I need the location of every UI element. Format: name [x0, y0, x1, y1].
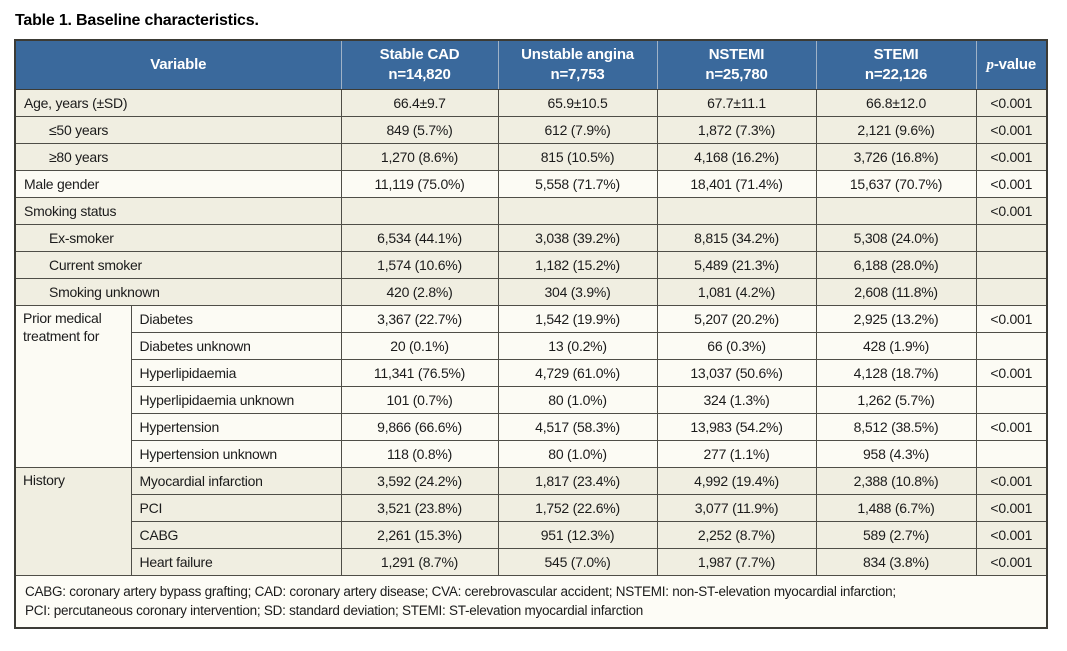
col-header-line1: NSTEMI	[708, 46, 765, 64]
data-cell: 3,367 (22.7%)	[341, 305, 498, 332]
baseline-characteristics-table	[14, 39, 1048, 629]
table-title: Table 1. Baseline characteristics.	[15, 12, 259, 29]
data-cell: 67.7±11.1	[657, 89, 816, 116]
data-cell: 9,866 (66.6%)	[341, 413, 498, 440]
header-row	[15, 40, 1047, 89]
table-row-hypertension	[15, 413, 1047, 440]
group-label-prior-medical: Prior medical treatment for	[15, 305, 131, 467]
row-label-cell: Male gender	[15, 170, 341, 197]
table-row-heart-failure	[15, 548, 1047, 575]
data-cell: 4,517 (58.3%)	[498, 413, 657, 440]
row-label-cell: Smoking unknown	[15, 278, 341, 305]
pvalue-cell: <0.001	[976, 116, 1047, 143]
data-cell: 3,521 (23.8%)	[341, 494, 498, 521]
data-cell: 15,637 (70.7%)	[816, 170, 976, 197]
table-row-age	[15, 89, 1047, 116]
data-cell: 545 (7.0%)	[498, 548, 657, 575]
table-row-ex-smoker	[15, 224, 1047, 251]
pvalue-cell: <0.001	[976, 359, 1047, 386]
data-cell: 1,817 (23.4%)	[498, 467, 657, 494]
data-cell: 6,188 (28.0%)	[816, 251, 976, 278]
row-label-cell: Smoking status	[15, 197, 341, 224]
data-cell: 1,182 (15.2%)	[498, 251, 657, 278]
data-cell: 420 (2.8%)	[341, 278, 498, 305]
data-cell: 3,038 (39.2%)	[498, 224, 657, 251]
data-cell: 13,037 (50.6%)	[657, 359, 816, 386]
col-header-line1: Unstable angina	[521, 46, 634, 64]
row-label-cell: Ex-smoker	[15, 224, 341, 251]
data-cell: 11,341 (76.5%)	[341, 359, 498, 386]
data-cell: 65.9±10.5	[498, 89, 657, 116]
row-label-cell: Hyperlipidaemia	[131, 359, 341, 386]
col-header-line2: n=7,753	[550, 65, 605, 83]
pvalue-cell	[976, 278, 1047, 305]
data-cell: 1,488 (6.7%)	[816, 494, 976, 521]
table-row-male-gender	[15, 170, 1047, 197]
data-cell: 324 (1.3%)	[657, 386, 816, 413]
data-cell: 3,077 (11.9%)	[657, 494, 816, 521]
data-cell	[816, 197, 976, 224]
row-label-cell: ≥80 years	[15, 143, 341, 170]
data-cell: 1,291 (8.7%)	[341, 548, 498, 575]
row-label-cell: Heart failure	[131, 548, 341, 575]
table-row-diabetes	[15, 305, 1047, 332]
data-cell: 834 (3.8%)	[816, 548, 976, 575]
data-cell: 66.4±9.7	[341, 89, 498, 116]
pvalue-cell: <0.001	[976, 89, 1047, 116]
data-cell	[657, 197, 816, 224]
data-cell: 958 (4.3%)	[816, 440, 976, 467]
data-cell: 849 (5.7%)	[341, 116, 498, 143]
data-cell: 5,489 (21.3%)	[657, 251, 816, 278]
pvalue-cell: <0.001	[976, 548, 1047, 575]
data-cell: 13 (0.2%)	[498, 332, 657, 359]
abbreviations-footnote	[15, 575, 1047, 628]
data-cell: 2,608 (11.8%)	[816, 278, 976, 305]
row-label-cell: CABG	[131, 521, 341, 548]
data-cell: 5,558 (71.7%)	[498, 170, 657, 197]
pvalue-cell: <0.001	[976, 170, 1047, 197]
pvalue-cell: <0.001	[976, 197, 1047, 224]
pvalue-cell: <0.001	[976, 494, 1047, 521]
data-cell: 612 (7.9%)	[498, 116, 657, 143]
table-row-current-smoker	[15, 251, 1047, 278]
data-cell: 66.8±12.0	[816, 89, 976, 116]
row-label-cell: Diabetes unknown	[131, 332, 341, 359]
data-cell: 589 (2.7%)	[816, 521, 976, 548]
data-cell: 1,270 (8.6%)	[341, 143, 498, 170]
pvalue-cell	[976, 251, 1047, 278]
data-cell: 3,726 (16.8%)	[816, 143, 976, 170]
col-header-stemi	[816, 40, 976, 89]
data-cell: 951 (12.3%)	[498, 521, 657, 548]
data-cell: 304 (3.9%)	[498, 278, 657, 305]
row-label-cell: Current smoker	[15, 251, 341, 278]
data-cell: 20 (0.1%)	[341, 332, 498, 359]
data-cell: 118 (0.8%)	[341, 440, 498, 467]
col-header-pvalue	[976, 40, 1047, 89]
data-cell: 2,252 (8.7%)	[657, 521, 816, 548]
pvalue-cell: <0.001	[976, 413, 1047, 440]
data-cell: 815 (10.5%)	[498, 143, 657, 170]
data-cell: 4,992 (19.4%)	[657, 467, 816, 494]
data-cell: 2,388 (10.8%)	[816, 467, 976, 494]
col-header-stable-cad	[341, 40, 498, 89]
data-cell: 80 (1.0%)	[498, 386, 657, 413]
footnote-row	[15, 575, 1047, 628]
data-cell: 1,081 (4.2%)	[657, 278, 816, 305]
row-label-cell: ≤50 years	[15, 116, 341, 143]
data-cell: 1,262 (5.7%)	[816, 386, 976, 413]
pvalue-cell: <0.001	[976, 521, 1047, 548]
data-cell: 3,592 (24.2%)	[341, 467, 498, 494]
col-header-variable: Variable	[15, 40, 341, 89]
table-row-hyperlipidaemia-unknown	[15, 386, 1047, 413]
data-cell: 18,401 (71.4%)	[657, 170, 816, 197]
pvalue-cell: <0.001	[976, 467, 1047, 494]
data-cell: 4,729 (61.0%)	[498, 359, 657, 386]
table-row-diabetes-unknown	[15, 332, 1047, 359]
data-cell: 1,574 (10.6%)	[341, 251, 498, 278]
col-header-line1: STEMI	[873, 46, 919, 64]
data-cell: 2,261 (15.3%)	[341, 521, 498, 548]
data-cell	[498, 197, 657, 224]
col-header-nstemi	[657, 40, 816, 89]
table-row-cabg	[15, 521, 1047, 548]
data-cell: 8,512 (38.5%)	[816, 413, 976, 440]
data-cell: 4,168 (16.2%)	[657, 143, 816, 170]
data-cell: 11,119 (75.0%)	[341, 170, 498, 197]
data-cell: 8,815 (34.2%)	[657, 224, 816, 251]
table-row-hypertension-unknown	[15, 440, 1047, 467]
data-cell: 1,872 (7.3%)	[657, 116, 816, 143]
col-header-line2: n=22,126	[864, 65, 928, 83]
data-cell: 2,121 (9.6%)	[816, 116, 976, 143]
data-cell: 5,308 (24.0%)	[816, 224, 976, 251]
row-label-cell: Myocardial infarction	[131, 467, 341, 494]
pvalue-cell	[976, 440, 1047, 467]
row-label-cell: Hyperlipidaemia unknown	[131, 386, 341, 413]
row-label-cell: PCI	[131, 494, 341, 521]
data-cell: 428 (1.9%)	[816, 332, 976, 359]
data-cell: 1,752 (22.6%)	[498, 494, 657, 521]
col-header-line2: n=25,780	[705, 65, 768, 83]
group-label-history: History	[15, 467, 131, 575]
data-cell: 1,987 (7.7%)	[657, 548, 816, 575]
col-header-unstable-angina	[498, 40, 657, 89]
p-italic-glyph: p	[986, 56, 994, 73]
col-header-line1: Stable CAD	[379, 46, 460, 64]
footnote-line: CABG: coronary artery bypass grafting; CAD: coronary artery disease; CVA: cerebrovascular accident; NSTEMI: non-ST-elevation myocardial infarction;	[25, 583, 896, 599]
pvalue-suffix: -value	[993, 55, 1036, 73]
row-label-cell: Hypertension unknown	[131, 440, 341, 467]
pvalue-cell: <0.001	[976, 305, 1047, 332]
data-cell: 277 (1.1%)	[657, 440, 816, 467]
table-row-le50	[15, 116, 1047, 143]
data-cell: 6,534 (44.1%)	[341, 224, 498, 251]
pvalue-cell	[976, 386, 1047, 413]
table-row-pci	[15, 494, 1047, 521]
data-cell: 5,207 (20.2%)	[657, 305, 816, 332]
data-cell: 101 (0.7%)	[341, 386, 498, 413]
row-label-cell: Age, years (±SD)	[15, 89, 341, 116]
data-cell: 4,128 (18.7%)	[816, 359, 976, 386]
footnote-line: PCI: percutaneous coronary intervention; SD: standard deviation; STEMI: ST-elevation myocardial infarction	[25, 602, 644, 618]
data-cell: 1,542 (19.9%)	[498, 305, 657, 332]
data-cell	[341, 197, 498, 224]
data-cell: 80 (1.0%)	[498, 440, 657, 467]
pvalue-cell: <0.001	[976, 143, 1047, 170]
table-row-smoking-status	[15, 197, 1047, 224]
row-label-cell: Diabetes	[131, 305, 341, 332]
table-row-hyperlipidaemia	[15, 359, 1047, 386]
table-row-myocardial-infarction	[15, 467, 1047, 494]
pvalue-cell	[976, 332, 1047, 359]
row-label-cell: Hypertension	[131, 413, 341, 440]
data-cell: 13,983 (54.2%)	[657, 413, 816, 440]
pvalue-cell	[976, 224, 1047, 251]
table-row-smoking-unknown	[15, 278, 1047, 305]
data-cell: 66 (0.3%)	[657, 332, 816, 359]
table-row-ge80	[15, 143, 1047, 170]
data-cell: 2,925 (13.2%)	[816, 305, 976, 332]
col-header-line2: n=14,820	[388, 65, 451, 83]
